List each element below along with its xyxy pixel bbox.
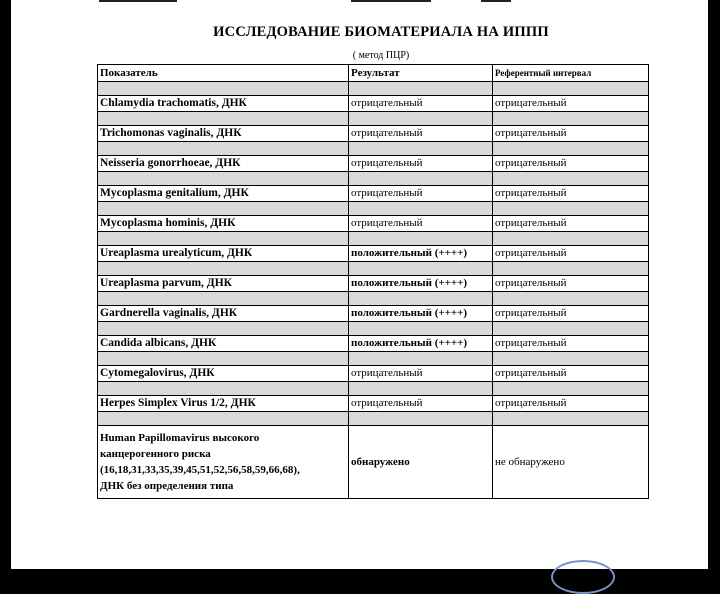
reference-value: отрицательный [493,216,649,232]
result-value: отрицательный [349,216,493,232]
separator-row [98,172,649,186]
table-row [98,306,649,322]
table-row [98,156,649,172]
result-value: отрицательный [349,186,493,202]
header-indicator: Показатель [98,65,349,82]
indicator-name: Ureaplasma parvum, ДНК [98,276,349,292]
result-value: отрицательный [349,156,493,172]
indicator-name: Candida albicans, ДНК [98,336,349,352]
result-value-detected: обнаружено [349,426,493,499]
table-row [98,276,649,292]
separator-row [98,382,649,396]
stamp-seal [551,560,615,594]
table-row [98,396,649,412]
hpv-line-3: (16,18,31,33,35,39,45,51,52,56,58,59,66,68), [100,464,300,476]
reference-value: отрицательный [493,306,649,322]
indicator-name: Cytomegalovirus, ДНК [98,366,349,382]
separator-row [98,322,649,336]
table-row-hpv [98,426,649,499]
indicator-name: Herpes Simplex Virus 1/2, ДНК [98,396,349,412]
separator-row [98,262,649,276]
separator-row [98,202,649,216]
reference-value: отрицательный [493,396,649,412]
report-title: ИССЛЕДОВАНИЕ БИОМАТЕРИАЛА НА ИППП [213,24,549,40]
reference-value: отрицательный [493,366,649,382]
table-row [98,246,649,262]
table-row [98,336,649,352]
table-row [98,96,649,112]
table-row [98,186,649,202]
reference-value: отрицательный [493,126,649,142]
indicator-name: Chlamydia trachomatis, ДНК [98,96,349,112]
reference-value: отрицательный [493,186,649,202]
separator-row [98,352,649,366]
indicator-name: Gardnerella vaginalis, ДНК [98,306,349,322]
separator-row [98,142,649,156]
reference-value: отрицательный [493,96,649,112]
reference-value: отрицательный [493,336,649,352]
header-reference: Референтный интервал [493,65,649,82]
result-value: отрицательный [349,96,493,112]
hpv-line-2: канцерогенного риска [100,448,211,460]
separator-row [98,112,649,126]
separator-row [98,82,649,96]
indicator-name: Neisseria gonorrhoeae, ДНК [98,156,349,172]
separator-row [98,232,649,246]
reference-value: отрицательный [493,276,649,292]
result-value-positive: положительный (++++) [349,276,493,292]
result-value-positive: положительный (++++) [349,306,493,322]
result-value-positive: положительный (++++) [349,246,493,262]
reference-value: отрицательный [493,246,649,262]
table-row [98,216,649,232]
table-row [98,366,649,382]
indicator-name: Mycoplasma hominis, ДНК [98,216,349,232]
result-value: отрицательный [349,366,493,382]
table-row [98,126,649,142]
indicator-name: Trichomonas vaginalis, ДНК [98,126,349,142]
indicator-name-hpv [98,426,349,499]
results-table [97,64,649,499]
cropped-header-text [11,0,708,4]
indicator-name: Ureaplasma urealyticum, ДНК [98,246,349,262]
reference-value: отрицательный [493,156,649,172]
method-label: ( метод ПЦР) [352,50,410,61]
reference-value: не обнаружено [493,426,649,499]
separator-row [98,412,649,426]
separator-row [98,292,649,306]
table-header-row [98,65,649,82]
result-value: отрицательный [349,126,493,142]
result-value-positive: положительный (++++) [349,336,493,352]
hpv-line-1: Human Papillomavirus высокого [100,432,260,444]
indicator-name: Mycoplasma genitalium, ДНК [98,186,349,202]
document-page [11,0,708,569]
hpv-line-4: ДНК без определения типа [100,480,234,492]
header-result: Результат [349,65,493,82]
result-value: отрицательный [349,396,493,412]
